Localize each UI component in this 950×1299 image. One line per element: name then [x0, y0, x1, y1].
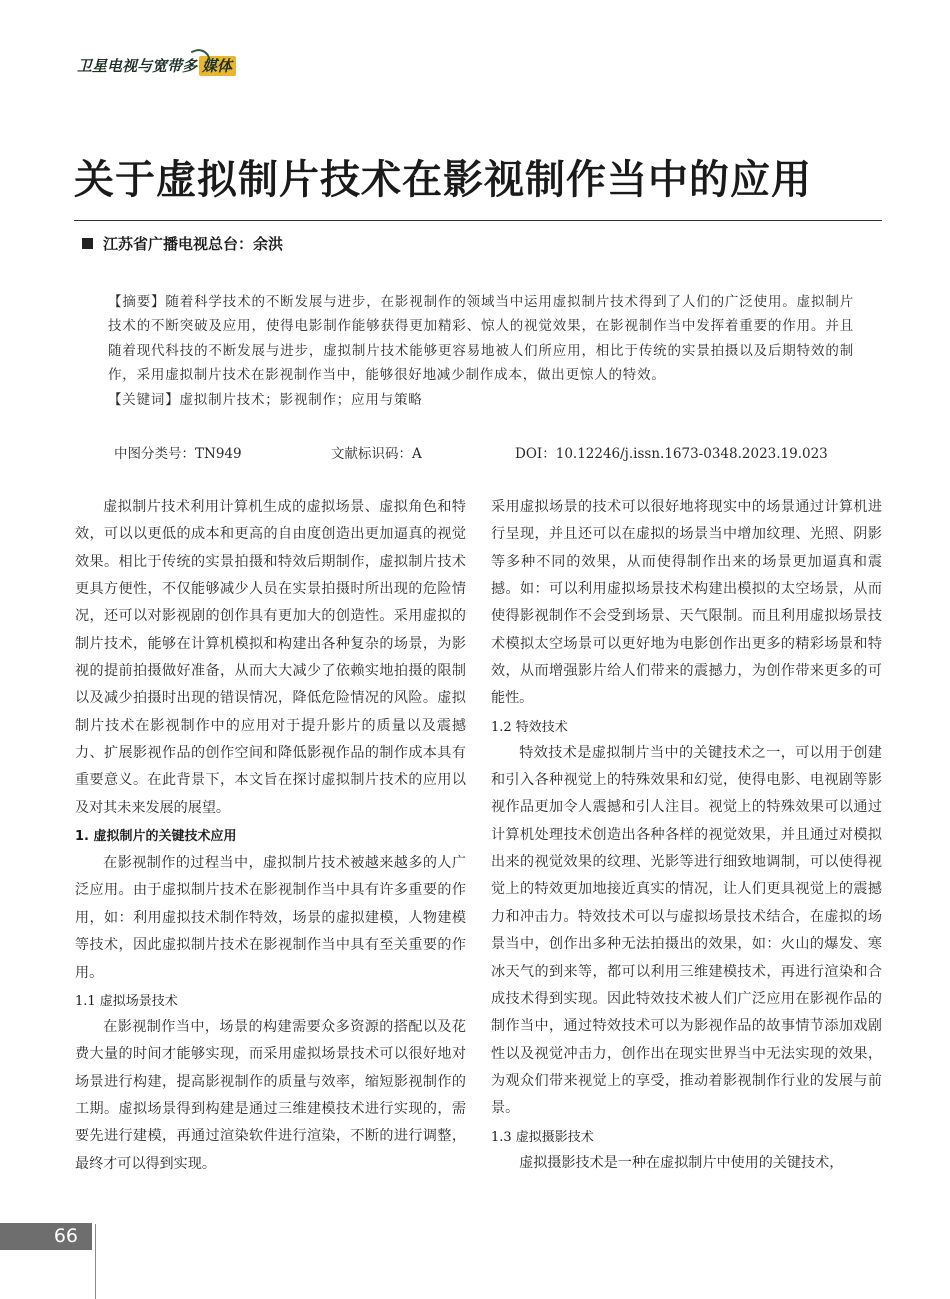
journal-brand-text: 卫星电视与宽带多	[77, 57, 198, 75]
square-bullet-icon	[82, 238, 93, 249]
section-1-1-heading: 1.1 虚拟场景技术	[75, 993, 178, 1009]
classification-number: 中图分类号：TN949	[114, 446, 242, 462]
article-title: 关于虚拟制片技术在影视制作当中的应用	[74, 157, 812, 203]
journal-brand-accent: 媒体	[199, 56, 236, 76]
intro-paragraph: 虚拟制片技术利用计算机生成的虚拟场景、虚拟角色和特效，可以以更低的成本和更高的自由度创造出更加逼真的视觉效果。相比于传统的实景拍摄和特效后期制作，虚拟制片技术更具方便性，不仅能够减少人员在实景拍摄时所出现的危险情况，还可以对影视剧的创作具有更加大的创造性。采用虚拟的制片技术，能够在计算机模拟和构建出各种复杂的场景，为影视的提前拍摄做好准备，从而大大减少了依赖实地拍摄的限制以及减少拍摄时出现的错误情况，降低危险情况的风险。虚拟制片技术在影视制作中的应用对于提升影片的质量以及震撼力、扩展影视作品的创作空间和降低影视作品的制作成本具有重要意义。在此背景下，本文旨在探讨虚拟制片技术的应用以及对其未来发展的展望。	[75, 499, 466, 816]
document-code: 文献标识码：A	[331, 446, 422, 462]
abstract-block	[108, 290, 854, 412]
right-column	[491, 494, 882, 1177]
continued-paragraph: 采用虚拟场景的技术可以很好地将现实中的场景通过计算机进行呈现，并且还可以在虚拟的场景当中增加纹理、光照、阴影等多种不同的效果，从而使得制作出来的场景更加逼真和震撼。如：可以利用虚拟场景技术构建出模拟的太空场景，从而使得影视制作不会受到场景、天气限制。而且利用虚拟场景技术模拟太空场景可以更好地为电影创作出更多的精彩场景和特效，从而增强影片给人们带来的震撼力，为创作带来更多的可能性。	[491, 499, 882, 707]
author-line	[82, 233, 283, 254]
page-number: 66	[0, 1223, 92, 1250]
section-1-heading: 1. 虚拟制片的关键技术应用	[75, 829, 237, 845]
left-column	[75, 494, 466, 1178]
section-1-3-paragraph: 虚拟摄影技术是一种在虚拟制片中使用的关键技术，	[519, 1154, 844, 1171]
doi: DOI：10.12246/j.issn.1673-0348.2023.19.023	[515, 446, 828, 462]
title-divider	[74, 220, 882, 221]
classification-line	[114, 442, 834, 466]
section-1-paragraph: 在影视制作的过程当中，虚拟制片技术被越来越多的人广泛应用。由于虚拟制片技术在影视制作当中具有许多重要的作用，如：利用虚拟技术制作特效，场景的虚拟建模，人物建模等技术，因此虚拟制片技术在影视制作当中具有至关重要的作用。	[75, 855, 466, 981]
section-1-3-heading: 1.3 虚拟摄影技术	[491, 1129, 594, 1145]
journal-brand	[77, 52, 236, 80]
section-1-1-paragraph: 在影视制作当中，场景的构建需要众多资源的搭配以及花费大量的时间才能够实现，而采用虚拟场景技术可以很好地对场景进行构建，提高影视制作的质量与效率，缩短影视制作的工期。虚拟场景得到构建是通过三维建模技术进行实现的，需要先进行建模，再通过渲染软件进行渲染，不断的进行调整，最终才可以得到实现。	[75, 1018, 466, 1172]
section-1-2-paragraph: 特效技术是虚拟制片当中的关键技术之一，可以用于创建和引入各种视觉上的特殊效果和幻觉，使得电影、电视剧等影视作品更加令人震撼和引人注目。视觉上的特殊效果可以通过计算机处理技术创造出各种各样的视觉效果，并且通过对模拟出来的视觉效果的纹理、光影等进行细致地调制，可以使得视觉上的特效更加地接近真实的情况，让人们更具视觉上的震撼力和冲击力。特效技术可以与虚拟场景技术结合，在虚拟的场景当中，创作出多种无法拍摄出的效果，如：火山的爆发、寒冰天气的到来等，都可以利用三维建模技术，再进行渲染和合成技术得到实现。因此特效技术被人们广泛应用在影视作品的制作当中，通过特效技术可以为影视作品的故事情节添加戏剧性以及视觉冲击力，创作出在现实世界当中无法实现的效果，为观众们带来视觉上的享受，推动着影视制作行业的发展与前景。	[491, 744, 882, 1117]
footer-divider	[95, 1224, 96, 1299]
author-name: 江苏省广播电视总台：余洪	[103, 235, 284, 253]
keywords: 【关键词】虚拟制片技术；影视制作；应用与策略	[108, 391, 423, 408]
abstract-text: 【摘要】随着科学技术的不断发展与进步，在影视制作的领域当中运用虚拟制片技术得到了人们的广泛使用。虚拟制片技术的不断突破及应用，使得电影制作能够获得更加精彩、惊人的视觉效果，在影视制作当中发挥着重要的作用。并且随着现代科技的不断发展与进步，虚拟制片技术能够更容易地被人们所应用，相比于传统的实景拍摄以及后期特效的制作，采用虚拟制片技术在影视制作当中，能够很好地减少制作成本，做出更惊人的特效。	[108, 294, 854, 384]
section-1-2-heading: 1.2 特效技术	[491, 719, 568, 735]
